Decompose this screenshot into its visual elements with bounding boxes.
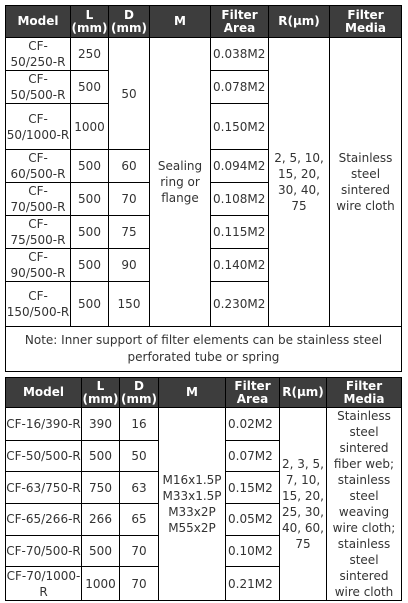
table-row <box>6 408 402 441</box>
cell-diameter: 75 <box>109 216 150 249</box>
cell-filter-area: 0.038M2 <box>211 38 269 71</box>
cell-model: CF-70/500-R <box>6 183 71 216</box>
header-diameter: D (mm) <box>121 378 157 406</box>
cell-length: 266 <box>82 503 120 535</box>
header-r: R(μm) <box>280 378 327 408</box>
cell-diameter: 70 <box>109 183 150 216</box>
cell-diameter: 60 <box>109 150 150 183</box>
cell-m-merged: M16x1.5P M33x1.5P M33x2P M55x2P <box>159 408 226 601</box>
cell-diameter: 16 <box>120 408 159 441</box>
cell-length: 500 <box>82 535 120 567</box>
cell-filter-area: 0.108M2 <box>211 183 269 216</box>
note-text: Note: Inner support of filter elements can be stainless steel perforated tube or spring <box>6 327 402 372</box>
cell-model: CF-50/250-R <box>6 38 71 71</box>
header-filter-media: Filter Media <box>330 6 402 38</box>
cell-model: CF-65/266-R <box>6 503 82 535</box>
cell-length: 500 <box>71 183 109 216</box>
cell-length: 390 <box>82 408 120 441</box>
spec-table-1 <box>5 5 402 372</box>
cell-length: 1000 <box>82 567 120 601</box>
header-length: L (mm) <box>71 6 109 38</box>
cell-filter-area: 0.21M2 <box>226 567 280 601</box>
table-row <box>6 38 402 71</box>
cell-diameter-merged: 50 <box>109 38 150 150</box>
cell-filter-area: 0.115M2 <box>211 216 269 249</box>
cell-model: CF-50/500-R <box>6 440 82 472</box>
cell-model: CF-75/500-R <box>6 216 71 249</box>
cell-model: CF-63/750-R <box>6 472 82 504</box>
cell-filter-area: 0.078M2 <box>211 71 269 104</box>
cell-model: CF-150/500-R <box>6 282 71 327</box>
header-filter-area: Filter Area <box>226 378 280 408</box>
cell-model: CF-16/390-R <box>6 408 82 441</box>
cell-length: 500 <box>71 249 109 282</box>
header-length: L (mm) <box>82 378 119 406</box>
cell-r-merged: 2, 5, 10, 15, 20, 30, 40, 75 <box>269 38 330 327</box>
cell-model: CF-70/1000-R <box>6 568 81 599</box>
cell-length: 1000 <box>71 104 109 150</box>
cell-model: CF-70/500-R <box>6 535 82 567</box>
cell-filter-area: 0.02M2 <box>226 408 280 441</box>
cell-diameter: 150 <box>109 282 150 327</box>
cell-diameter: 65 <box>120 503 159 535</box>
header-r: R(μm) <box>269 6 330 38</box>
cell-filter-area: 0.10M2 <box>226 535 280 567</box>
cell-filter-area: 0.15M2 <box>226 472 280 504</box>
header-m: M <box>159 378 226 408</box>
cell-length: 500 <box>71 282 109 327</box>
header-m: M <box>150 6 211 38</box>
cell-filter-area: 0.094M2 <box>211 150 269 183</box>
cell-r-merged: 2, 3, 5, 7, 10, 15, 20, 25, 30, 40, 60, 75 <box>280 408 327 601</box>
cell-diameter: 63 <box>120 472 159 504</box>
cell-diameter: 70 <box>120 535 159 567</box>
cell-filter-area: 0.05M2 <box>226 503 280 535</box>
cell-model: CF-50/500-R <box>6 71 71 104</box>
cell-media-merged: Stainless steel sintered fiber web; stainless steel weaving wire cloth; stainless steel sintered wire cloth <box>327 408 402 601</box>
cell-diameter: 50 <box>120 440 159 472</box>
cell-length: 500 <box>71 150 109 183</box>
cell-filter-area: 0.230M2 <box>211 282 269 327</box>
header-model: Model <box>6 6 71 38</box>
cell-filter-area: 0.07M2 <box>226 440 280 472</box>
cell-diameter: 70 <box>120 567 159 601</box>
cell-length: 750 <box>82 472 120 504</box>
cell-length: 500 <box>82 440 120 472</box>
header-diameter: D (mm) <box>109 6 150 38</box>
cell-filter-area: 0.140M2 <box>211 249 269 282</box>
header-filter-area: Filter Area <box>211 6 269 38</box>
cell-model: CF-50/1000-R <box>6 104 71 150</box>
cell-filter-area: 0.150M2 <box>211 104 269 150</box>
cell-length: 500 <box>71 71 109 104</box>
cell-length: 500 <box>71 216 109 249</box>
cell-length: 250 <box>71 38 109 71</box>
header-model: Model <box>6 378 82 408</box>
cell-model: CF-90/500-R <box>6 249 71 282</box>
cell-diameter: 90 <box>109 249 150 282</box>
header-filter-media: Filter Media <box>327 378 402 408</box>
cell-m-merged: Sealing ring or flange <box>150 38 211 327</box>
cell-model: CF-60/500-R <box>6 150 71 183</box>
spec-table-2 <box>5 377 402 601</box>
cell-media-merged: Stainless steel sintered wire cloth <box>330 38 402 327</box>
